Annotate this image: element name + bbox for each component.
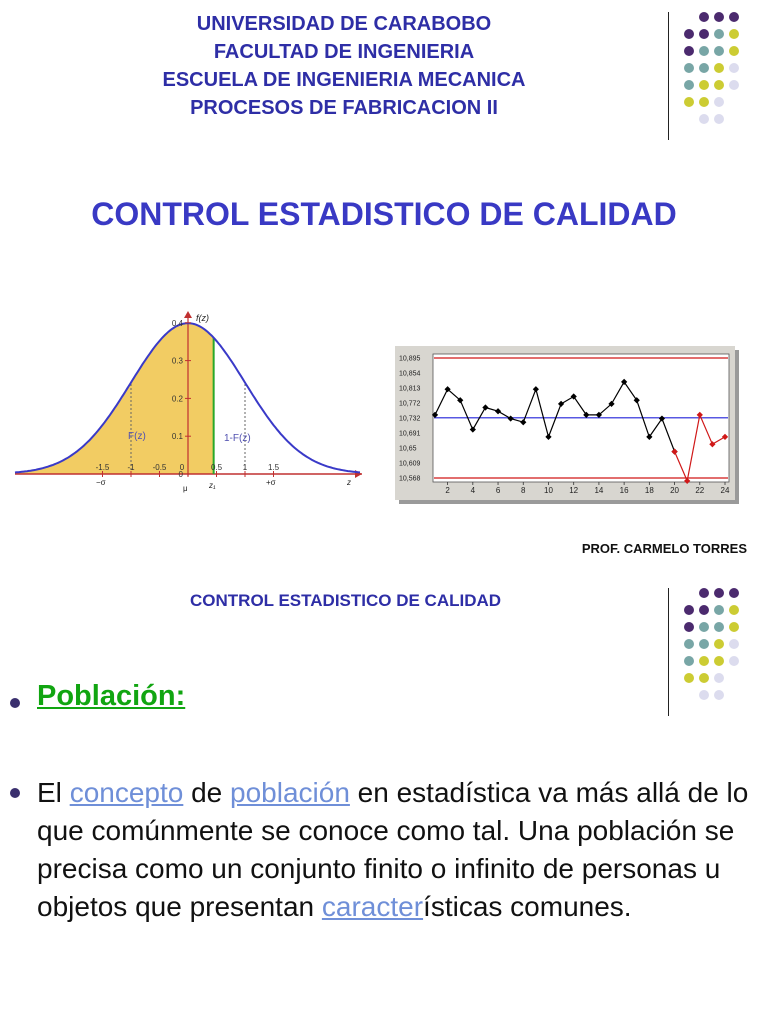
- decor-dot: [684, 656, 694, 666]
- y-tick-label: 10,854: [399, 370, 421, 378]
- y-tick-label: 0.2: [171, 394, 183, 404]
- decor-dot: [729, 12, 739, 22]
- decor-dot: [699, 80, 709, 90]
- bullet-icon: [10, 698, 20, 708]
- y-tick-label: 0.3: [171, 356, 183, 366]
- x-tick-label: 2: [445, 486, 450, 495]
- university-line: UNIVERSIDAD DE CARABOBO: [196, 13, 492, 35]
- decor-dot: [699, 639, 709, 649]
- institution-header: [60, 10, 628, 122]
- decor-dot: [699, 29, 709, 39]
- y-tick-label: 10,772: [399, 400, 421, 408]
- y-tick-label: 10,65: [399, 445, 417, 453]
- x-tick-label: 22: [695, 486, 705, 495]
- x-tick-label: -0.5: [152, 463, 167, 472]
- decor-dot: [699, 656, 709, 666]
- decor-dot: [699, 690, 709, 700]
- control-chart: [393, 344, 743, 509]
- section-heading: Población:: [37, 680, 186, 712]
- y-tick-label: 0.4: [171, 318, 183, 328]
- decor-dot: [729, 588, 739, 598]
- decor-dot: [699, 63, 709, 73]
- decor-dot: [714, 12, 724, 22]
- decor-dot: [729, 29, 739, 39]
- x-tick-label: 14: [594, 486, 604, 495]
- decor-dot: [699, 673, 709, 683]
- decor-dot: [684, 639, 694, 649]
- decor-divider-line: [668, 588, 669, 716]
- decor-dot: [714, 639, 724, 649]
- left-area-fill: [15, 323, 214, 474]
- decor-dot: [684, 80, 694, 90]
- y-tick-label: 10,895: [399, 355, 421, 363]
- y-tick-label: 0: [178, 470, 183, 479]
- x-tick-label: 1.5: [267, 463, 280, 472]
- author-credit: PROF. CARMELO TORRES: [581, 541, 747, 556]
- decor-dot: [729, 656, 739, 666]
- para-text: en estadística va más allá de lo que comúnmente se conoce como tal. Una población se precisa como un conjunto finito o infinito de personas u objetos que presentan: [37, 777, 749, 922]
- decor-dot: [684, 29, 694, 39]
- mu-label: μ: [183, 484, 188, 493]
- decor-dot: [714, 46, 724, 56]
- decor-dot: [684, 97, 694, 107]
- x-tick-label: 12: [569, 486, 579, 495]
- y-tick-label: 10,813: [399, 385, 421, 393]
- content-slide: [0, 576, 768, 1024]
- x-tick-label: 6: [495, 486, 501, 495]
- x-tick-label: 16: [619, 486, 629, 495]
- slide-title: CONTROL ESTADISTICO DE CALIDAD: [91, 196, 677, 232]
- x-tick-label: 4: [470, 486, 476, 495]
- para-text: ísticas comunes.: [423, 891, 632, 922]
- decor-dot: [714, 656, 724, 666]
- plus-sigma-label: +σ: [266, 478, 276, 487]
- course-line: PROCESOS DE FABRICACION II: [190, 97, 498, 119]
- para-text: El: [37, 777, 70, 808]
- decor-dot: [699, 605, 709, 615]
- decor-dot: [684, 63, 694, 73]
- y-tick-label: 0.1: [171, 432, 183, 442]
- y-tick-label: 10,609: [399, 460, 421, 468]
- x-tick-label: 10: [544, 486, 553, 495]
- x-tick-label: 18: [644, 486, 654, 495]
- decor-dot: [714, 97, 724, 107]
- normal-curve-figure: [10, 308, 365, 498]
- decor-dot: [714, 622, 724, 632]
- x-tick-label: 0: [179, 463, 185, 472]
- decor-dot: [729, 622, 739, 632]
- concepto-link[interactable]: concepto: [69, 777, 184, 808]
- decor-dot: [714, 690, 724, 700]
- decor-divider-line: [668, 12, 669, 140]
- decor-dot: [684, 605, 694, 615]
- x-tick-label: -1.5: [95, 463, 110, 472]
- decor-dot: [714, 673, 724, 683]
- decor-dot: [714, 114, 724, 124]
- definition-paragraph: [37, 774, 765, 926]
- decor-dot: [684, 622, 694, 632]
- x-tick-label: 8: [521, 486, 526, 495]
- decor-dot: [729, 605, 739, 615]
- faculty-line: FACULTAD DE INGENIERIA: [213, 41, 475, 63]
- school-line: ESCUELA DE INGENIERIA MECANICA: [162, 69, 526, 91]
- z1-label: z₁: [209, 481, 216, 490]
- decor-dot: [684, 673, 694, 683]
- decor-dot: [729, 46, 739, 56]
- caracter-link[interactable]: caracter: [321, 891, 424, 922]
- decor-dot: [684, 46, 694, 56]
- decor-dot: [729, 639, 739, 649]
- decor-dot: [699, 12, 709, 22]
- decor-dot: [714, 605, 724, 615]
- x-tick-label: 0.5: [210, 463, 223, 472]
- decor-dot: [714, 63, 724, 73]
- x-tick-label: 1: [242, 463, 248, 472]
- y-tick-label: 10,568: [399, 475, 421, 483]
- fz-axis-label: f(z): [196, 313, 209, 323]
- slide-title: CONTROL ESTADISTICO DE CALIDAD: [190, 591, 502, 610]
- decor-dot: [729, 80, 739, 90]
- left-area-label: F(z): [128, 431, 146, 442]
- x-tick-label: 24: [720, 486, 730, 495]
- x-tick-label: -1: [127, 463, 135, 472]
- decor-dot: [729, 63, 739, 73]
- decor-dot: [714, 588, 724, 598]
- decor-dot: [699, 588, 709, 598]
- y-axis-arrow: [184, 311, 192, 318]
- x-tick-label: 20: [670, 486, 680, 495]
- right-area-label: 1-F(z): [224, 433, 251, 444]
- decor-dot: [699, 114, 709, 124]
- y-tick-label: 10,732: [399, 415, 421, 423]
- bullet-icon: [10, 788, 20, 798]
- minus-sigma-label: −σ: [96, 478, 106, 487]
- z-label: z: [347, 478, 351, 487]
- decor-dot: [699, 97, 709, 107]
- para-text: de: [183, 777, 231, 808]
- poblacion-link[interactable]: población: [230, 777, 350, 808]
- y-tick-label: 10,691: [399, 430, 421, 438]
- decor-dot: [699, 46, 709, 56]
- decor-dot: [714, 80, 724, 90]
- decor-dot: [714, 29, 724, 39]
- decor-dot: [699, 622, 709, 632]
